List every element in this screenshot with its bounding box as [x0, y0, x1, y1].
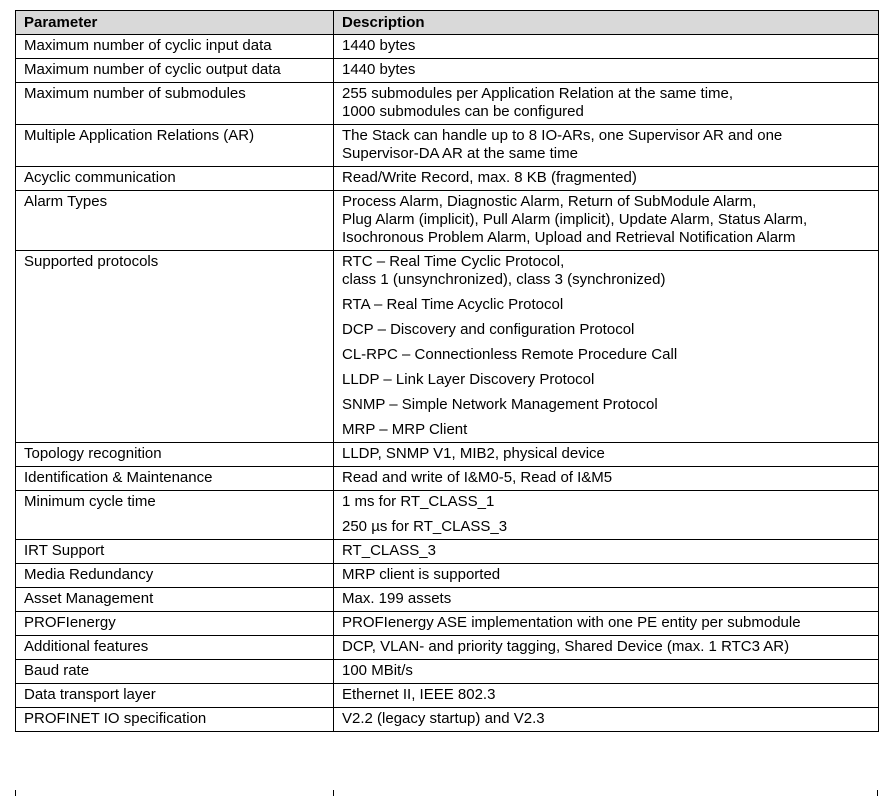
- description-line: 1 ms for RT_CLASS_1: [342, 493, 495, 510]
- description-line: 1440 bytes: [342, 37, 416, 54]
- description-entry: [342, 346, 870, 364]
- description-cell: [334, 443, 879, 467]
- description-line: 250 µs for RT_CLASS_3: [342, 518, 508, 535]
- table-row: [16, 467, 879, 491]
- parameter-cell: Media Redundancy: [16, 564, 334, 588]
- description-line: CL-RPC – Connectionless Remote Procedure Call: [342, 346, 678, 363]
- parameter-cell: Data transport layer: [16, 684, 334, 708]
- description-line: Max. 199 assets: [342, 590, 452, 607]
- description-line: DCP, VLAN- and priority tagging, Shared Device (max. 1 RTC3 AR): [342, 638, 790, 655]
- table-row: [16, 684, 879, 708]
- description-cell: [334, 35, 879, 59]
- description-line: 100 MBit/s: [342, 662, 413, 679]
- description-line: Read and write of I&M0-5, Read of I&M5: [342, 469, 613, 486]
- parameter-cell: Identification & Maintenance: [16, 467, 334, 491]
- description-line: RT_CLASS_3: [342, 542, 436, 559]
- description-line: Isochronous Problem Alarm, Upload and Retrieval Notification Alarm: [342, 229, 796, 246]
- parameter-cell: PROFIenergy: [16, 612, 334, 636]
- description-entry: [342, 296, 870, 314]
- description-cell: [334, 636, 879, 660]
- description-cell: [334, 540, 879, 564]
- description-entry: [342, 396, 870, 414]
- table-row: [16, 491, 879, 540]
- description-entry: [342, 253, 870, 289]
- table-row: [16, 660, 879, 684]
- description-line: SNMP – Simple Network Management Protocol: [342, 396, 658, 413]
- description-line: V2.2 (legacy startup) and V2.3: [342, 710, 545, 727]
- parameter-cell: Additional features: [16, 636, 334, 660]
- description-entry: [342, 493, 870, 511]
- parameter-cell: Maximum number of submodules: [16, 83, 334, 125]
- description-cell: [334, 83, 879, 125]
- description-cell: [334, 708, 879, 732]
- parameter-cell: Asset Management: [16, 588, 334, 612]
- description-cell: [334, 491, 879, 540]
- description-line: LLDP, SNMP V1, MIB2, physical device: [342, 445, 605, 462]
- description-line: The Stack can handle up to 8 IO-ARs, one Supervisor AR and one: [342, 127, 783, 144]
- parameter-table: [15, 10, 879, 732]
- description-cell: [334, 612, 879, 636]
- parameter-cell: Multiple Application Relations (AR): [16, 125, 334, 167]
- description-entry: [342, 371, 870, 389]
- table-continuation: [15, 790, 878, 796]
- table-row: [16, 191, 879, 251]
- table-row: [16, 125, 879, 167]
- description-line: Ethernet II, IEEE 802.3: [342, 686, 496, 703]
- table-row: [16, 59, 879, 83]
- parameter-cell: IRT Support: [16, 540, 334, 564]
- table-row: [16, 167, 879, 191]
- description-line: 255 submodules per Application Relation at the same time,: [342, 85, 734, 102]
- description-line: RTA – Real Time Acyclic Protocol: [342, 296, 564, 313]
- table-row: [16, 708, 879, 732]
- description-cell: [334, 251, 879, 443]
- description-line: MRP client is supported: [342, 566, 501, 583]
- parameter-cell: Acyclic communication: [16, 167, 334, 191]
- parameter-cell: Maximum number of cyclic output data: [16, 59, 334, 83]
- header-parameter: Parameter: [16, 11, 334, 35]
- description-line: Process Alarm, Diagnostic Alarm, Return of SubModule Alarm,: [342, 193, 757, 210]
- description-cell: [334, 588, 879, 612]
- table-row: [16, 588, 879, 612]
- table-row: [16, 540, 879, 564]
- parameter-cell: Maximum number of cyclic input data: [16, 35, 334, 59]
- table-body: [16, 35, 879, 732]
- description-cell: [334, 167, 879, 191]
- parameter-cell: Alarm Types: [16, 191, 334, 251]
- description-line: 1000 submodules can be configured: [342, 103, 584, 120]
- parameter-cell: PROFINET IO specification: [16, 708, 334, 732]
- description-line: Read/Write Record, max. 8 KB (fragmented): [342, 169, 637, 186]
- table-row: [16, 83, 879, 125]
- table-row: [16, 564, 879, 588]
- description-line: MRP – MRP Client: [342, 421, 468, 438]
- description-cell: [334, 125, 879, 167]
- description-line: PROFIenergy ASE implementation with one PE entity per submodule: [342, 614, 801, 631]
- parameter-cell: Topology recognition: [16, 443, 334, 467]
- description-line: class 1 (unsynchronized), class 3 (synchronized): [342, 271, 666, 288]
- description-cell: [334, 191, 879, 251]
- parameter-cell: Minimum cycle time: [16, 491, 334, 540]
- description-line: Plug Alarm (implicit), Pull Alarm (implicit), Update Alarm, Status Alarm,: [342, 211, 808, 228]
- description-line: Supervisor-DA AR at the same time: [342, 145, 578, 162]
- parameter-cell: Supported protocols: [16, 251, 334, 443]
- parameter-cell: Baud rate: [16, 660, 334, 684]
- description-line: RTC – Real Time Cyclic Protocol,: [342, 253, 565, 270]
- description-line: 1440 bytes: [342, 61, 416, 78]
- description-line: DCP – Discovery and configuration Protocol: [342, 321, 635, 338]
- description-entry: [342, 321, 870, 339]
- description-entry: [342, 421, 870, 439]
- description-line: LLDP – Link Layer Discovery Protocol: [342, 371, 595, 388]
- header-description: Description: [334, 11, 879, 35]
- table-row: [16, 251, 879, 443]
- description-entry: [342, 518, 870, 536]
- table-row: [16, 612, 879, 636]
- table-row: [16, 636, 879, 660]
- table-row: [16, 443, 879, 467]
- description-cell: [334, 684, 879, 708]
- description-cell: [334, 564, 879, 588]
- description-cell: [334, 467, 879, 491]
- table-row: [16, 35, 879, 59]
- description-cell: [334, 660, 879, 684]
- description-cell: [334, 59, 879, 83]
- header-row: [16, 11, 879, 35]
